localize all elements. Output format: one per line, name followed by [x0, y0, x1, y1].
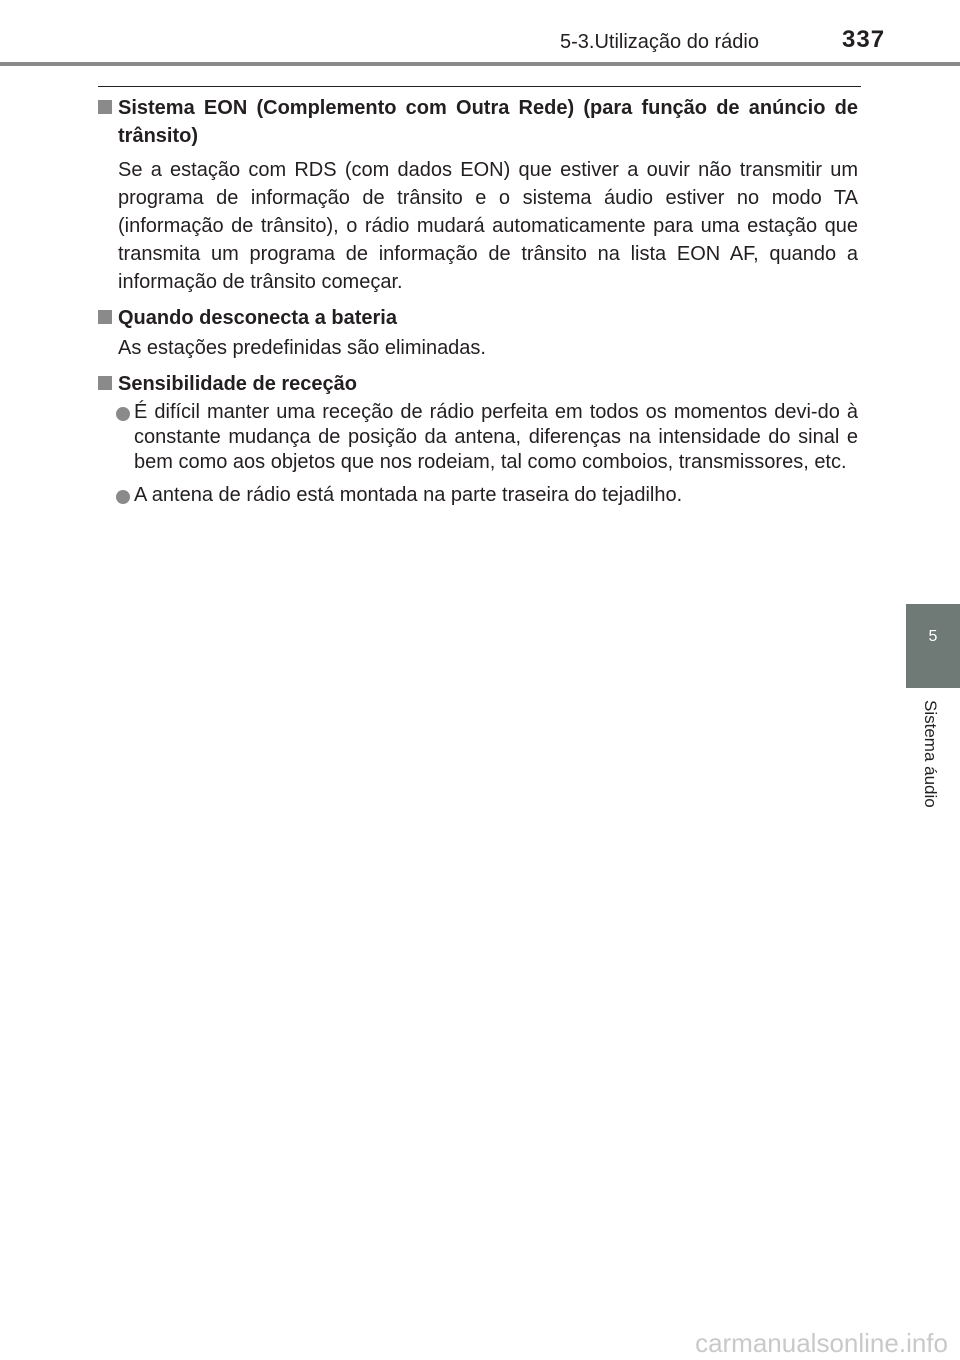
chapter-number: 5	[928, 628, 938, 645]
section-eon	[98, 94, 858, 296]
page-number: 337	[842, 26, 886, 53]
section-heading: Sensibilidade de receção	[118, 373, 357, 395]
section-battery	[98, 304, 858, 362]
chapter-label: Sistema áudio	[921, 700, 940, 808]
section-paragraph: As estações predefinidas são eliminadas.	[118, 337, 486, 359]
square-bullet-icon	[98, 100, 112, 114]
square-bullet-icon	[98, 310, 112, 324]
list-item	[116, 400, 858, 475]
square-bullet-icon	[98, 376, 112, 390]
header-divider	[0, 62, 960, 66]
chapter-tab	[906, 604, 960, 688]
section-paragraph: Se a estação com RDS (com dados EON) que estiver a ouvir não transmitir um programa de informação de trânsito e o sistema áudio estiver no modo TA (informação de trânsito), o rádio mudará automaticamente para uma estação que transmita um programa de informação de trânsito na lista EON AF, quando a informação de trânsito começar.	[118, 159, 858, 293]
list-item-text: É difícil manter uma receção de rádio perfeita em todos os momentos devi-do à constante mudança de posição da antena, diferenças na intensidade do sinal e bem como aos objetos que nos rodeiam, tal como comboios, transmissores, etc.	[134, 401, 858, 473]
section-title: 5-3.Utilização do rádio	[560, 31, 759, 53]
round-bullet-icon	[116, 490, 130, 504]
round-bullet-icon	[116, 407, 130, 421]
section-heading: Sistema EON (Complemento com Outra Rede) (para função de anúncio de trânsito)	[118, 97, 858, 147]
list-item	[116, 483, 858, 508]
section-reception	[98, 370, 858, 508]
section-heading: Quando desconecta a bateria	[118, 307, 397, 329]
list-item-text: A antena de rádio está montada na parte traseira do tejadilho.	[134, 484, 683, 506]
page-content	[98, 94, 858, 516]
content-top-rule	[98, 86, 861, 87]
watermark: carmanualsonline.info	[695, 1328, 948, 1358]
